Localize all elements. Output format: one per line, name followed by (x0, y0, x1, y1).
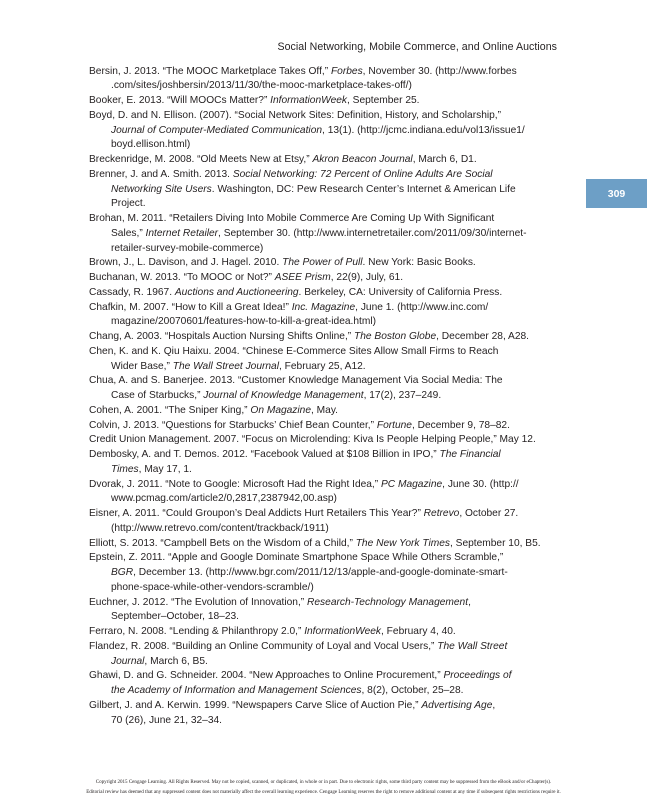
reference-line (89, 213, 494, 224)
reference-text: Sales,” (111, 227, 146, 239)
reference-line (89, 538, 541, 549)
reference-entry (89, 625, 569, 640)
reference-text: Wider Base,” (111, 360, 173, 372)
reference-text: Boyd, D. and N. Ellison. (2007). “Social Network Sites: Definition, History, and Scholarship,” (89, 109, 502, 121)
reference-entry (89, 478, 569, 508)
reference-text: Case of Starbucks,” (111, 390, 204, 402)
reference-text: , (468, 596, 471, 608)
reference-source-title: Journal of Computer-Mediated Communication (111, 124, 323, 136)
reference-line (89, 110, 501, 121)
reference-entry (89, 448, 569, 478)
reference-line (89, 420, 510, 431)
reference-line (89, 479, 519, 490)
reference-text: Chang, A. 2003. “Hospitals Auction Nursing Shifts Online,” (89, 331, 355, 343)
reference-text: Breckenridge, M. 2008. “Old Meets New at Etsy,” (89, 154, 313, 166)
reference-text: Buchanan, W. 2013. “To MOOC or Not?” (89, 272, 275, 284)
reference-entry (89, 109, 569, 153)
reference-text: Cohen, A. 2001. “The Sniper King,” (89, 404, 251, 416)
running-head: Social Networking, Mobile Commerce, and Online Auctions (277, 41, 557, 53)
reference-text: boyd.ellison.html) (111, 139, 191, 151)
reference-text: , 17(2), 237–249. (363, 390, 442, 402)
reference-text: , November 30. (http://www.forbes (362, 65, 517, 77)
reference-text: , October 27. (459, 508, 519, 520)
reference-line (111, 493, 337, 504)
reference-text: , September 25. (347, 95, 420, 107)
reference-text: Gilbert, J. and A. Kerwin. 1999. “Newspapers Carve Slice of Auction Pie,” (89, 699, 422, 711)
reference-line (111, 80, 412, 91)
reference-text: September–October, 18–23. (111, 611, 239, 623)
reference-source-title: The Financial (439, 449, 501, 461)
reference-source-title: Forbes (330, 65, 363, 77)
reference-source-title: Auctions and Auctioneering (174, 286, 299, 298)
reference-entry (89, 699, 569, 729)
reference-line (89, 670, 511, 681)
reference-source-title: Retrevo (423, 508, 460, 520)
reference-line (111, 656, 208, 667)
reference-entry (89, 669, 569, 699)
reference-text: magazine/20070601/features-how-to-kill-a-great-idea.html) (111, 316, 377, 328)
reference-text: Colvin, J. 2013. “Questions for Starbucks’ Chief Bean Counter,” (89, 419, 377, 431)
reference-text: retailer-survey-mobile-commerce) (111, 242, 264, 254)
reference-entry (89, 256, 569, 271)
reference-text: , February 25, A12. (278, 360, 366, 372)
reference-text: , (492, 699, 496, 711)
reference-source-title: The Boston Globe (354, 331, 437, 343)
reference-entry (89, 537, 569, 552)
reference-text: Brenner, J. and A. Smith. 2013. (89, 168, 233, 180)
reference-entry (89, 551, 569, 595)
reference-entry (89, 271, 569, 286)
reference-line (89, 154, 477, 165)
reference-text: Brohan, M. 2011. “Retailers Diving Into Mobile Commerce Are Coming Up With Significant (89, 213, 495, 225)
reference-line (111, 715, 222, 726)
reference-text: , June 1. (http://www.inc.com/ (355, 301, 489, 313)
reference-text: , December 13. (http://www.bgr.com/2011/12/13/apple-and-google-dominate-smart- (133, 567, 508, 579)
reference-text: phone-space-while-other-vendors-scramble/) (111, 581, 314, 593)
reference-text: , 13(1). (http://jcmc.indiana.edu/vol13/issue1/ (322, 124, 525, 136)
reference-source-title: InformationWeek (304, 626, 382, 638)
reference-source-title: Proceedings of (443, 670, 512, 682)
reference-text: , December 9, 78–82. (411, 419, 510, 431)
reference-text: Elliott, S. 2013. “Campbell Bets on the Wisdom of a Child,” (89, 537, 356, 549)
reference-text: , December 28, A28. (436, 331, 530, 343)
reference-entry (89, 212, 569, 256)
reference-text: , May. (311, 404, 338, 416)
reference-line (89, 66, 517, 77)
reference-source-title: On Magazine (250, 404, 311, 416)
reference-line (89, 405, 338, 416)
reference-text: Eisner, A. 2011. “Could Groupon’s Deal Addicts Hurt Retailers This Year?” (89, 508, 424, 520)
reference-line (111, 361, 366, 372)
reference-text: . Washington, DC: Pew Research Center’s Internet & American Life (211, 183, 516, 195)
reference-text: , May 17, 1. (138, 463, 192, 475)
reference-line (89, 257, 476, 268)
reference-source-title: The New York Times (355, 537, 450, 549)
reference-entry (89, 404, 569, 419)
reference-entry (89, 596, 569, 626)
reference-text: , March 6, D1. (412, 154, 477, 166)
reference-source-title: ASEE Prism (274, 272, 331, 284)
reference-text: (http://www.retrevo.com/content/trackback/1911) (111, 522, 329, 534)
reference-text: Credit Union Management. 2007. “Focus on Microlending: Kiva Is People Helping People,” May 12. (89, 434, 536, 446)
copyright-footer (0, 778, 647, 797)
reference-source-title: Advertising Age (421, 699, 493, 711)
reference-line (111, 567, 508, 578)
reference-text: Ghawi, D. and G. Schneider. 2004. “New Approaches to Online Procurement,” (89, 670, 444, 682)
reference-entry (89, 433, 569, 448)
reference-line (89, 508, 518, 519)
editorial-review-line: Editorial review has deemed that any suppressed content does not materially affect the overall learning experience. Cengage Learning reserves the right to remove additional content at any time if subsequent rights restrictions require it. (86, 788, 561, 795)
reference-line (89, 626, 456, 637)
reference-text: Dvorak, J. 2011. “Note to Google: Microsoft Had the Right Idea,” (89, 478, 381, 490)
copyright-line: Copyright 2015 Cengage Learning. All Rights Reserved. May not be copied, scanned, or duplicated, in whole or in part. Due to electronic rights, some third party content may be suppressed from the eBook and/or eChapter(s). (95, 779, 552, 785)
reference-line (89, 287, 502, 298)
reference-entry (89, 94, 569, 109)
reference-text: 70 (26), June 21, 32–34. (111, 714, 223, 726)
reference-entry (89, 640, 569, 670)
reference-line (111, 243, 263, 254)
reference-text: , September 10, B5. (449, 537, 541, 549)
reference-line (89, 331, 529, 342)
reference-text: www.pcmag.com/article2/0,2817,2387942,00.asp) (111, 493, 337, 505)
reference-list (89, 65, 569, 729)
reference-line (111, 228, 526, 239)
reference-text: Project. (111, 198, 146, 210)
reference-source-title: the Academy of Information and Management Sciences (111, 685, 362, 697)
reference-source-title: Networking Site Users (111, 183, 212, 195)
reference-line (111, 464, 192, 475)
reference-entry (89, 65, 569, 95)
reference-text: Dembosky, A. and T. Demos. 2012. “Facebook Valued at $108 Billion in IPO,” (89, 449, 440, 461)
reference-entry (89, 286, 569, 301)
reference-text: Chafkin, M. 2007. “How to Kill a Great Idea!” (89, 301, 292, 313)
reference-text: Chen, K. and K. Qiu Haixu. 2004. “Chinese E-Commerce Sites Allow Small Firms to Reach (89, 345, 499, 357)
reference-line (111, 139, 190, 150)
reference-text: . Berkeley, CA: University of California Press. (298, 286, 503, 298)
reference-text: , 22(9), July, 61. (330, 272, 404, 284)
reference-source-title: Journal of Knowledge Management (203, 390, 364, 402)
reference-text: Brown, J., L. Davison, and J. Hagel. 2010. (89, 257, 283, 269)
reference-line (89, 552, 503, 563)
reference-line (111, 685, 463, 696)
reference-text: Chua, A. and S. Banerjee. 2013. “Customer Knowledge Management Via Social Media: The (89, 375, 503, 387)
reference-line (89, 272, 403, 283)
reference-text: Bersin, J. 2013. “The MOOC Marketplace Takes Off,” (89, 65, 331, 77)
reference-line (111, 390, 441, 401)
reference-text: , September 30. (http://www.internetretailer.com/2011/09/30/internet- (218, 227, 527, 239)
reference-line (89, 375, 503, 386)
reference-entry (89, 301, 569, 331)
reference-text: Booker, E. 2013. “Will MOOCs Matter?” (89, 95, 271, 107)
reference-line (111, 198, 146, 209)
reference-line (111, 316, 376, 327)
reference-entry (89, 507, 569, 537)
reference-line (89, 641, 507, 652)
reference-text: . New York: Basic Books. (362, 257, 476, 269)
reference-entry (89, 374, 569, 404)
reference-source-title: The Wall Street (437, 640, 508, 652)
reference-entry (89, 168, 569, 212)
reference-entry (89, 345, 569, 375)
reference-text: , February 4, 40. (381, 626, 456, 638)
reference-line (111, 523, 329, 534)
reference-line (111, 125, 525, 136)
reference-text: Cassady, R. 1967. (89, 286, 175, 298)
reference-source-title: Inc. Magazine (291, 301, 356, 313)
reference-line (89, 302, 488, 313)
reference-text: Ferraro, N. 2008. “Lending & Philanthropy 2.0,” (89, 626, 305, 638)
reference-text: , March 6, B5. (144, 655, 208, 667)
reference-line (89, 434, 536, 445)
reference-source-title: Research-Technology Management (307, 596, 469, 608)
reference-line (111, 184, 516, 195)
reference-source-title: Times (111, 463, 139, 475)
reference-line (89, 597, 471, 608)
reference-line (89, 169, 493, 180)
reference-line (111, 582, 314, 593)
reference-text: , 8(2), October, 25–28. (361, 685, 464, 697)
reference-text: Epstein, Z. 2011. “Apple and Google Dominate Smartphone Space While Others Scramble,” (89, 552, 504, 564)
reference-source-title: InformationWeek (270, 95, 347, 107)
reference-line (89, 95, 420, 106)
reference-text: , June 30. (http:// (442, 478, 519, 490)
reference-text: Euchner, J. 2012. “The Evolution of Innovation,” (89, 596, 308, 608)
reference-line (89, 700, 495, 711)
reference-line (111, 611, 239, 622)
reference-source-title: Internet Retailer (145, 227, 219, 239)
reference-source-title: BGR (111, 567, 134, 579)
reference-source-title: Journal (111, 655, 145, 667)
reference-text: Flandez, R. 2008. “Building an Online Community of Loyal and Vocal Users,” (89, 640, 438, 652)
reference-source-title: PC Magazine (381, 478, 443, 490)
reference-entry (89, 153, 569, 168)
reference-source-title: Social Networking: 72 Percent of Online Adults Are Social (232, 168, 493, 180)
reference-entry (89, 419, 569, 434)
page-number-tab: 309 (586, 179, 647, 208)
reference-source-title: The Wall Street Journal (172, 360, 279, 372)
reference-entry (89, 330, 569, 345)
reference-source-title: The Power of Pull (282, 257, 363, 269)
reference-text: .com/sites/joshbersin/2013/11/30/the-mooc-marketplace-takes-off/) (111, 80, 412, 92)
reference-source-title: Fortune (376, 419, 412, 431)
reference-source-title: Akron Beacon Journal (312, 154, 413, 166)
reference-line (89, 346, 498, 357)
reference-line (89, 449, 501, 460)
